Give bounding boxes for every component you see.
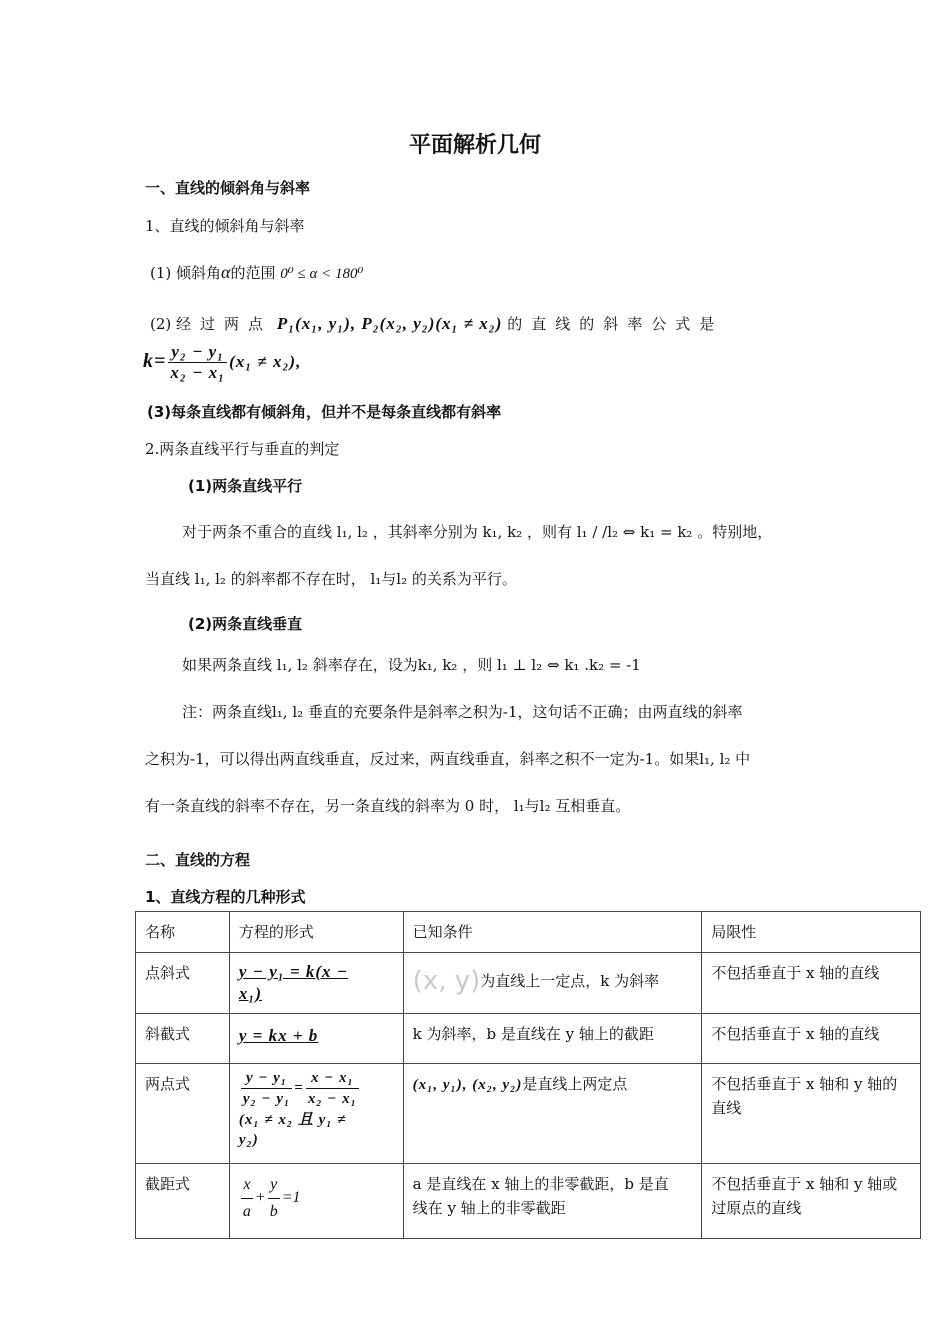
item-1-label: (1) <box>150 264 172 282</box>
slope-fraction <box>168 342 227 383</box>
form-equation <box>229 1064 403 1164</box>
subsection-2-1: 1、直线方程的几种形式 <box>145 888 306 906</box>
slope-formula <box>143 342 301 383</box>
slope-lhs: k= <box>143 350 167 372</box>
limitation-line-b: 直线 <box>711 1099 742 1118</box>
parallel-heading: (1)两条直线平行 <box>188 477 303 495</box>
form-condition <box>403 953 702 1014</box>
table-row <box>136 1164 921 1239</box>
form-equation <box>229 1014 403 1064</box>
table-header-cell: 方程的形式 <box>229 912 403 953</box>
form-limitation <box>702 1164 921 1239</box>
slope-denominator: x₂ − x₁ <box>170 363 226 382</box>
perpendicular-line-1: 如果两条直线 l₁, l₂ 斜率存在，设为k₁, k₂ ，则 l₁ ⊥ l₂ ⇔ k₁ .k₂ = -1 <box>182 656 641 674</box>
item-2-text-b: 的直线的斜率公式是 <box>507 315 724 333</box>
two-point-fractions: $\frac{\text{y − y₁}}{\text{y₂ − y₁}}$ = $\frac{\text{x − x₁}}{\text{x₂ − x₁}}$ <box>239 1068 394 1110</box>
condition-text: 是直线上两定点 <box>522 1075 628 1094</box>
note-line-2: 之积为-1，可以得出两直线垂直，反过来，两直线垂直，斜率之积不一定为-1。如果l₁, l₂ 中 <box>145 750 751 768</box>
item-1-range-text: 的范围 <box>230 264 276 282</box>
form-condition: k 为斜率，b 是直线在 y 轴上的截距 <box>403 1014 702 1064</box>
alpha-symbol: α <box>221 262 231 282</box>
form-condition <box>403 1064 702 1164</box>
point-slope-eq-b: x₁) <box>238 984 262 1004</box>
form-name: 点斜式 <box>136 953 230 1014</box>
form-equation <box>229 1164 403 1239</box>
item-3: (3)每条直线都有倾斜角，但并不是每条直线都有斜率 <box>147 403 502 421</box>
plus-sign: + <box>254 1188 266 1206</box>
parallel-line-1: 对于两条不重合的直线 l₁, l₂ ，其斜率分别为 k₁, k₂ ，则有 l₁ / /l₂ ⇔ k₁ = k₂ 。特别地， <box>182 523 773 541</box>
limitation-line-b: 过原点的直线 <box>711 1199 802 1218</box>
two-point-frac-left: $\frac{\text{y − y₁}}{\text{y₂ − y₁}}$ <box>242 1070 291 1108</box>
form-limitation <box>702 1064 921 1164</box>
condition-text: 为直线上一定点，k 为斜率 <box>480 971 660 990</box>
intercept-frac-x: $\frac{x}{a}$ <box>241 1172 253 1224</box>
intercept-eq <box>239 1176 301 1220</box>
item-2 <box>150 313 723 334</box>
parallel-line-2: 当直线 l₁, l₂ 的斜率都不存在时， l₁与l₂ 的关系为平行。 <box>145 570 517 588</box>
condition-line-b: 线在 y 轴上的非零截距 <box>412 1199 566 1218</box>
section-2-heading: 二、直线的方程 <box>145 851 251 869</box>
two-point-condition-b: y₂) <box>238 1131 259 1148</box>
form-limitation: 不包括垂直于 x 轴的直线 <box>702 953 921 1014</box>
table-row <box>136 953 921 1014</box>
item-1-text: 倾斜角 <box>176 264 222 282</box>
note-line-3: 有一条直线的斜率不存在，另一条直线的斜率为 0 时， l₁与l₂ 互相垂直。 <box>145 797 631 815</box>
two-points-expression: P₁(x₁, y₁), P₂(x₂, y₂)(x₁ ≠ x₂) <box>276 314 503 333</box>
note-line-1: 注：两条直线l₁, l₂ 垂直的充要条件是斜率之积为-1，这句话不正确；由两直线的斜率 <box>182 703 743 721</box>
slope-intercept-eq: y = kx + b <box>238 1026 319 1046</box>
intercept-frac-y: $\frac{y}{b}$ <box>268 1172 280 1224</box>
two-point-frac-right: $\frac{\text{x − x₁}}{\text{x₂ − x₁}}$ <box>307 1070 357 1108</box>
page-title: 平面解析几何 <box>408 133 541 158</box>
table-header-cell: 已知条件 <box>403 912 702 953</box>
angle-range: 0⁰ ≤ α < 180⁰ <box>280 266 364 282</box>
form-condition <box>403 1164 702 1239</box>
form-limitation: 不包括垂直于 x 轴的直线 <box>702 1014 921 1064</box>
item-1 <box>150 262 364 283</box>
subsection-1-2: 2.两条直线平行与垂直的判定 <box>145 440 340 458</box>
form-equation <box>229 953 403 1014</box>
table-header-cell: 名称 <box>136 912 230 953</box>
item-2-label: (2) <box>150 315 172 333</box>
two-point-condition-a: (x₁ ≠ x₂ 且 y₁ ≠ <box>238 1111 347 1128</box>
limitation-line-a: 不包括垂直于 x 轴和 y 轴的 <box>711 1075 898 1094</box>
table-header-cell: 局限性 <box>702 912 921 953</box>
slope-numerator: y₂ − y₁ <box>168 342 227 363</box>
perpendicular-heading: (2)两条直线垂直 <box>188 615 303 633</box>
point-xy-label: (x, y) <box>412 966 481 996</box>
line-equation-forms-table <box>135 911 921 1239</box>
form-name: 两点式 <box>136 1064 230 1164</box>
subsection-1-1: 1、直线的倾斜角与斜率 <box>145 217 305 235</box>
two-points-label: (x₁, y₁), (x₂, y₂) <box>412 1077 523 1094</box>
slope-condition: (x₁ ≠ x₂), <box>229 352 302 371</box>
table-row <box>136 1064 921 1164</box>
form-name: 截距式 <box>136 1164 230 1239</box>
limitation-line-a: 不包括垂直于 x 轴和 y 轴或 <box>711 1175 898 1194</box>
section-1-heading: 一、直线的倾斜角与斜率 <box>145 179 311 197</box>
point-slope-eq-a: y − y₁ = k(x − <box>238 962 349 981</box>
form-name: 斜截式 <box>136 1014 230 1064</box>
table-row <box>136 1014 921 1064</box>
condition-line-a: a 是直线在 x 轴上的非零截距，b 是直 <box>412 1175 669 1194</box>
equals-one: =1 <box>281 1188 301 1206</box>
table-header-row <box>136 912 921 953</box>
item-2-text-a: 经过两点 <box>176 315 273 333</box>
